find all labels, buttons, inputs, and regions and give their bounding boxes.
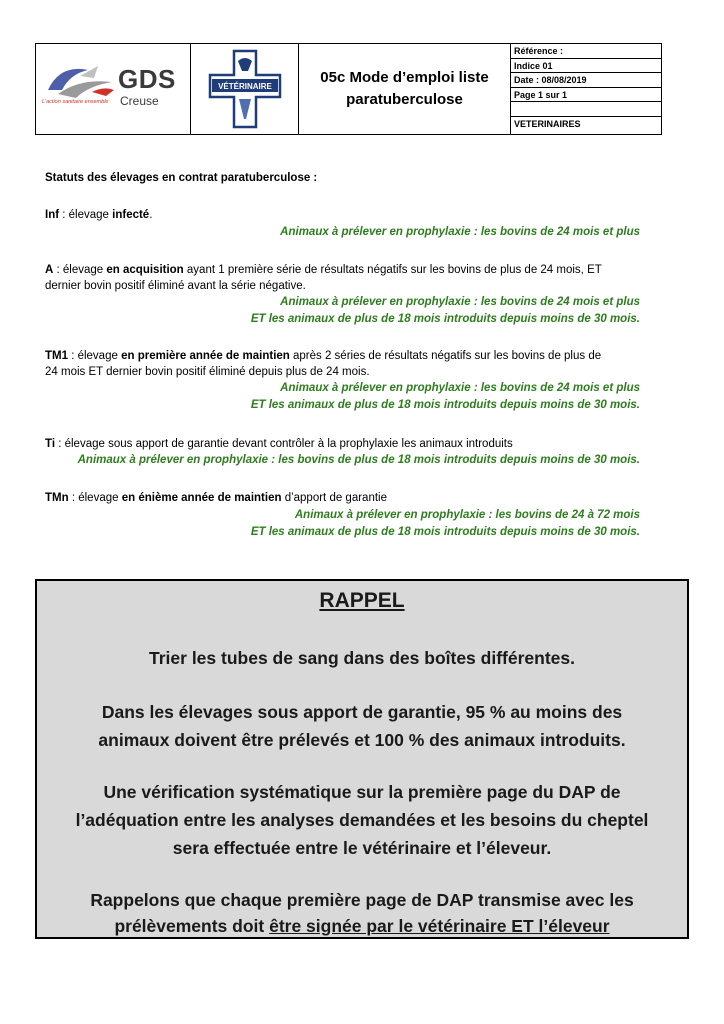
rappel-line-2a: Dans les élevages sous apport de garantie, 95 % au moins des — [101, 702, 623, 722]
gds-tagline: L'action sanitaire ensemble — [42, 99, 109, 105]
meta-empty — [511, 102, 661, 117]
veterinary-cross-icon — [208, 49, 282, 129]
status-ti: Ti : élevage sous apport de garantie devant contrôler à la prophylaxie les animaux introduits — [45, 438, 513, 450]
status-tmn: TMn : élevage en énième année de maintien d’apport de garantie — [45, 492, 387, 504]
veterinaire-logo-text: VÉTÉRINAIRE — [218, 82, 272, 91]
status-tm1-animals-1: Animaux à prélever en prophylaxie : les bovins de 24 mois et plus — [280, 382, 640, 394]
rappel-line-2b: animaux doivent être prélevés et 100 % des animaux introduits. — [98, 730, 626, 750]
meta-reference: Référence : — [511, 44, 661, 59]
gds-logo — [36, 44, 191, 134]
meta-date: Date : 08/08/2019 — [511, 73, 661, 88]
document-title: 05c Mode d’emploi liste paratuberculose — [299, 44, 511, 134]
document-header — [35, 43, 662, 135]
meta-audience: VETERINAIRES — [514, 118, 581, 129]
signature-requirement: être signée par le vétérinaire ET l’éleveur — [269, 916, 610, 936]
status-tm1-line2: 24 mois ET dernier bovin positif éliminé depuis plus de 24 mois. — [45, 366, 370, 378]
statuts-heading: Statuts des élevages en contrat paratuberculose : — [45, 172, 318, 184]
rappel-title: RAPPEL — [319, 589, 405, 612]
status-inf: Inf : élevage infecté. — [45, 209, 153, 221]
status-a: A : élevage en acquisition ayant 1 première série de résultats négatifs sur les bovins de plus de 24 mois, ET — [45, 264, 602, 276]
rappel-line-3a: Une vérification systématique sur la première page du DAP de — [103, 782, 621, 802]
status-a-line2: dernier bovin positif éliminé avant la série négative. — [45, 280, 306, 292]
status-inf-animals: Animaux à prélever en prophylaxie : les bovins de 24 mois et plus — [280, 226, 640, 238]
rappel-line-3b: l’adéquation entre les analyses demandées et les besoins du cheptel — [75, 810, 649, 830]
rappel-line-1: Trier les tubes de sang dans des boîtes différentes. — [149, 648, 575, 668]
rappel-line-4b: prélèvements doit être signée par le vétérinaire ET l’éleveur — [114, 916, 610, 936]
meta-page: Page 1 sur 1 — [511, 88, 661, 103]
gds-logo-text: GDS — [118, 64, 176, 94]
status-tm1-animals-2: ET les animaux de plus de 18 mois introduits depuis moins de 30 mois. — [250, 399, 640, 411]
creuse-logo-text: Creuse — [120, 94, 159, 108]
status-ti-animals: Animaux à prélever en prophylaxie : les bovins de plus de 18 mois introduits depuis moins de 30 mois. — [77, 454, 640, 466]
document-meta — [511, 44, 661, 134]
status-a-animals-2: ET les animaux de plus de 18 mois introduits depuis moins de 30 mois. — [250, 313, 640, 325]
rappel-box — [35, 579, 689, 939]
status-a-animals-1: Animaux à prélever en prophylaxie : les bovins de 24 mois et plus — [280, 296, 640, 308]
rappel-line-3c: sera effectuée entre le vétérinaire et l’éleveur. — [172, 838, 552, 858]
status-tmn-animals-1: Animaux à prélever en prophylaxie : les bovins de 24 à 72 mois — [294, 509, 640, 521]
veterinaire-logo — [191, 44, 299, 134]
status-tmn-animals-2: ET les animaux de plus de 18 mois introduits depuis moins de 30 mois. — [250, 526, 640, 538]
meta-indice: Indice 01 — [511, 59, 661, 74]
status-tm1: TM1 : élevage en première année de maintien après 2 séries de résultats négatifs sur les bovins de plus de — [45, 350, 602, 362]
rappel-line-4a: Rappelons que chaque première page de DAP transmise avec les — [90, 890, 634, 910]
